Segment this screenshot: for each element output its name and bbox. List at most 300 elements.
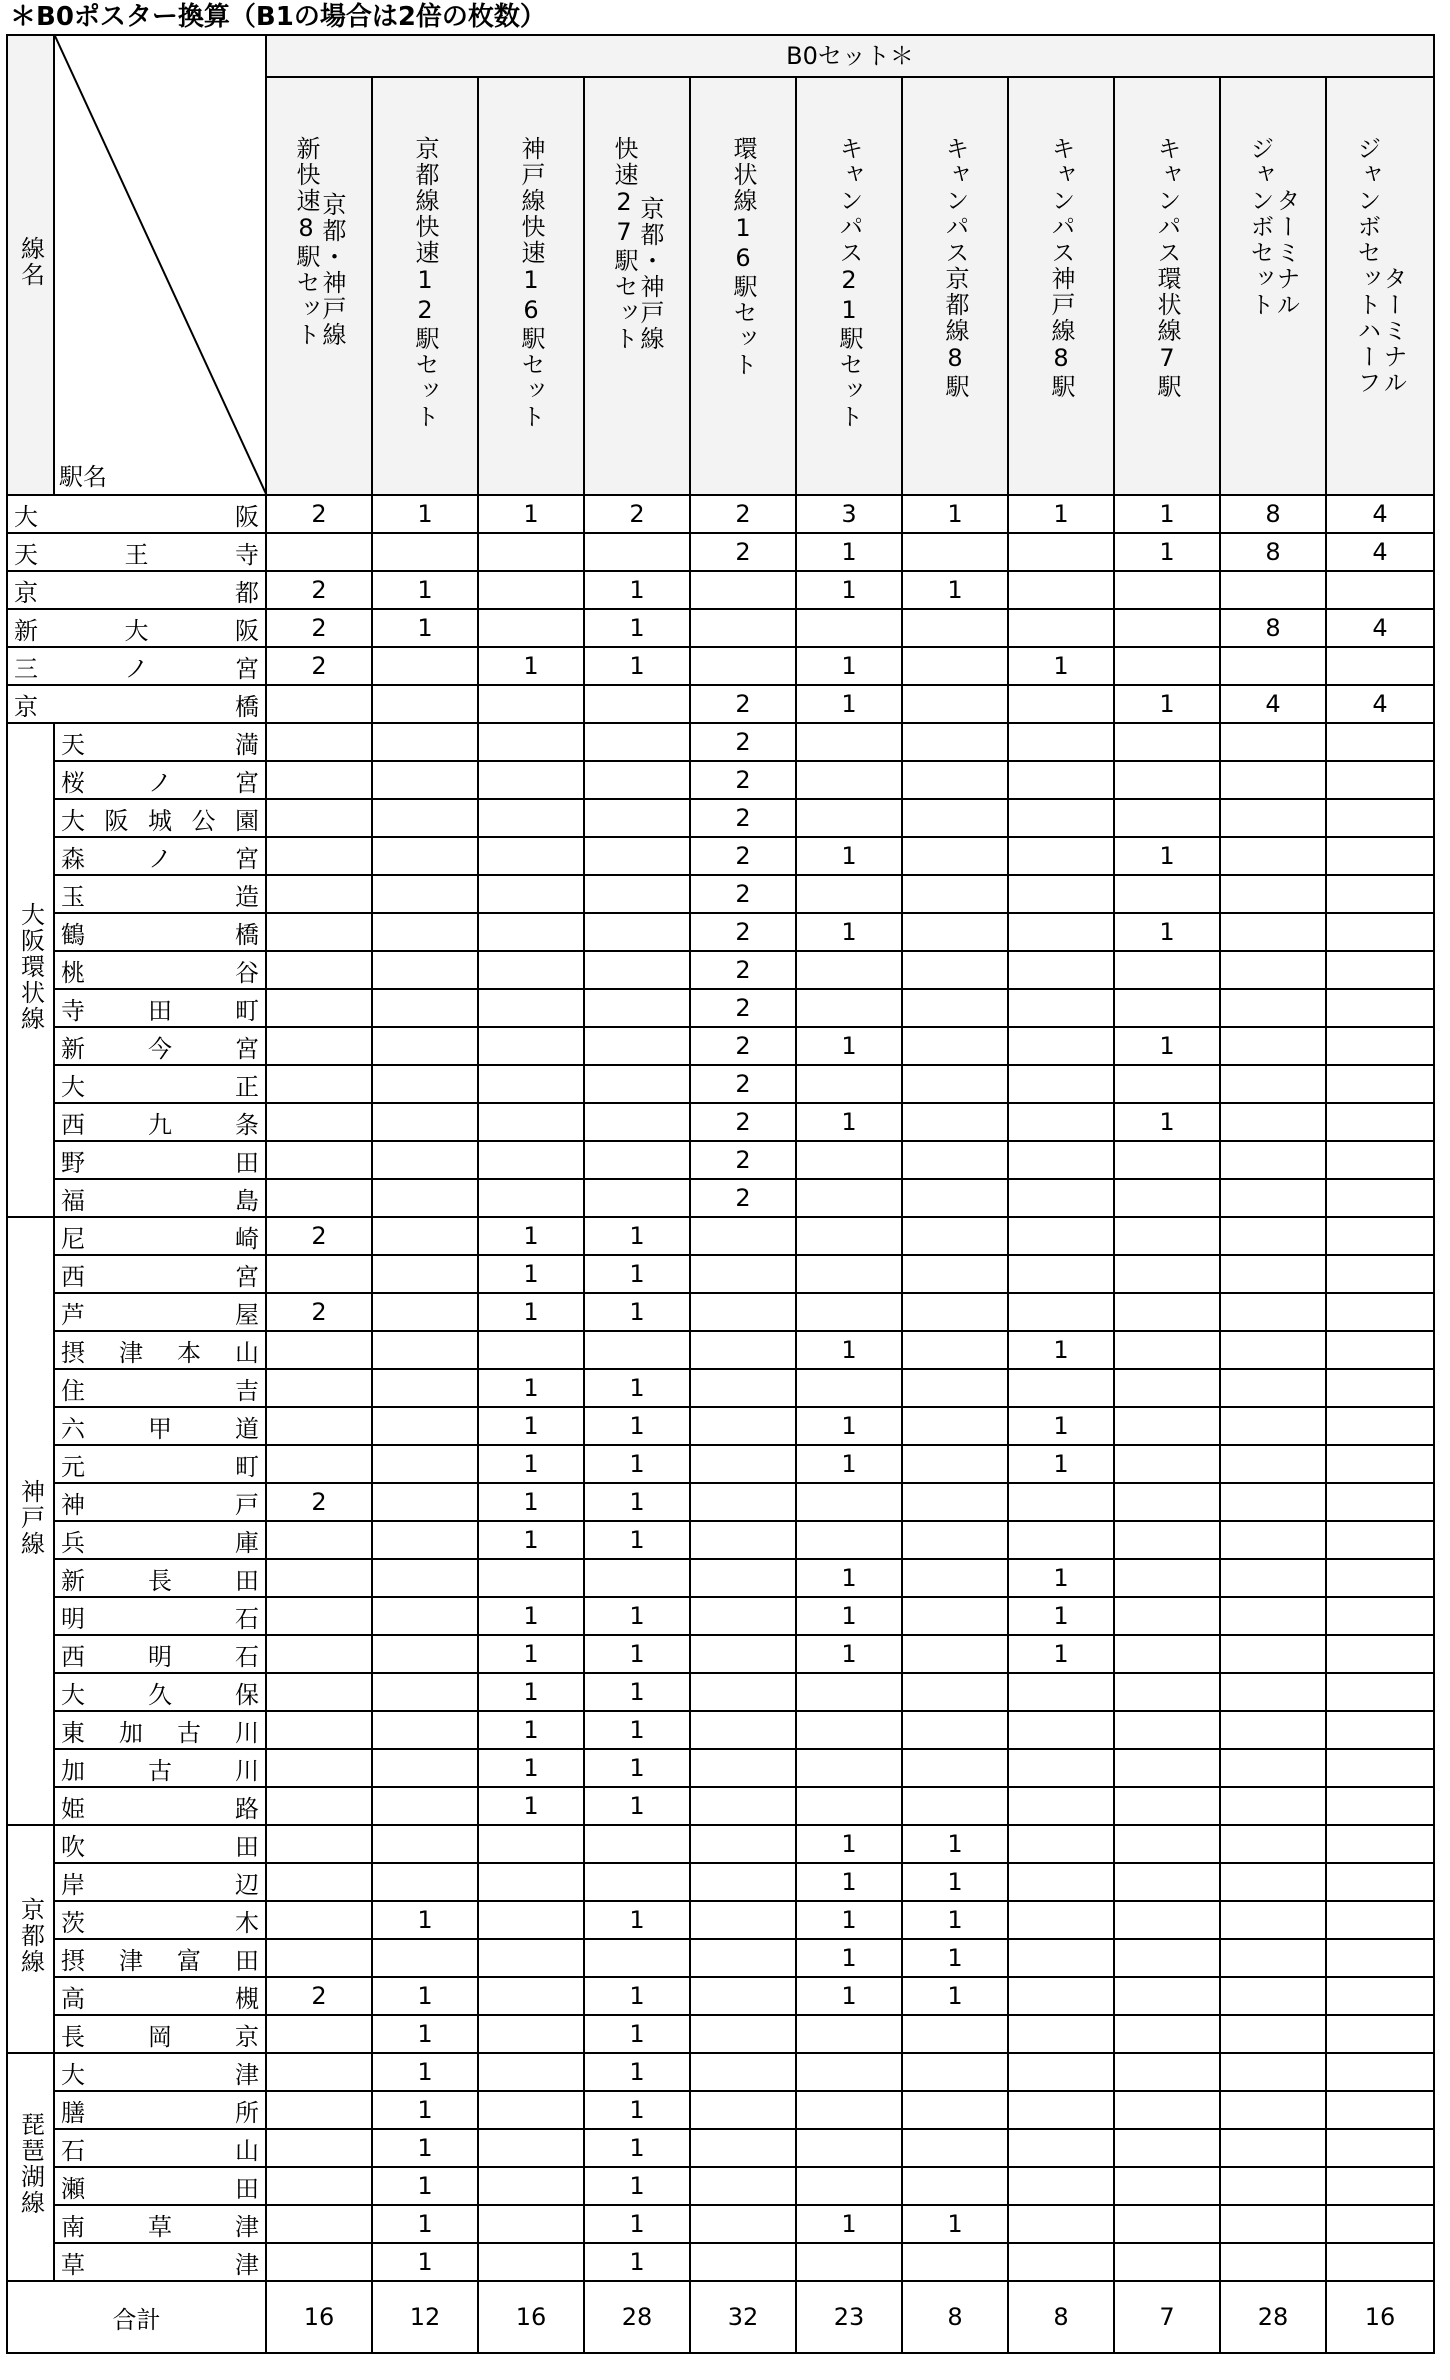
value-cell: 1 — [478, 1711, 584, 1749]
table-row — [7, 495, 1434, 533]
value-cell — [266, 1635, 372, 1673]
value-cell: 1 — [478, 1255, 584, 1293]
value-cell: 1 — [902, 1939, 1008, 1977]
value-cell: 1 — [584, 2053, 690, 2091]
table-row — [7, 1825, 1434, 1863]
value-cell: 1 — [584, 1445, 690, 1483]
value-cell — [690, 571, 796, 609]
value-cell: 2 — [266, 1977, 372, 2015]
column-header-label: 京都・神戸線 — [636, 196, 664, 352]
value-cell — [902, 837, 1008, 875]
value-cell — [902, 1673, 1008, 1711]
value-cell — [1326, 799, 1434, 837]
value-cell: 1 — [796, 1103, 902, 1141]
value-cell: 1 — [1114, 685, 1220, 723]
value-cell — [902, 1597, 1008, 1635]
value-cell — [372, 1787, 478, 1825]
station-name: 神 戸 — [54, 1483, 266, 1521]
value-cell: 2 — [690, 685, 796, 723]
table-row — [7, 761, 1434, 799]
value-cell: 1 — [584, 1255, 690, 1293]
value-cell — [690, 2091, 796, 2129]
value-cell — [1008, 1901, 1114, 1939]
value-cell: 1 — [796, 1977, 902, 2015]
value-cell — [796, 609, 902, 647]
value-cell — [796, 1293, 902, 1331]
value-cell — [1326, 571, 1434, 609]
value-cell — [902, 1407, 1008, 1445]
station-name: 桜 ノ 宮 — [54, 761, 266, 799]
value-cell — [1326, 1369, 1434, 1407]
value-cell — [478, 2015, 584, 2053]
value-cell — [1326, 761, 1434, 799]
value-cell: 1 — [478, 1597, 584, 1635]
value-cell: 1 — [1008, 1559, 1114, 1597]
value-cell — [902, 1635, 1008, 1673]
value-cell — [372, 1749, 478, 1787]
value-cell — [1326, 1027, 1434, 1065]
value-cell: 1 — [584, 1597, 690, 1635]
value-cell — [902, 1027, 1008, 1065]
value-cell — [478, 2129, 584, 2167]
value-cell — [1326, 1065, 1434, 1103]
value-cell — [902, 761, 1008, 799]
station-name: 野 田 — [54, 1141, 266, 1179]
value-cell: 4 — [1326, 685, 1434, 723]
value-cell — [266, 2167, 372, 2205]
value-cell: 2 — [690, 913, 796, 951]
value-cell — [1008, 837, 1114, 875]
value-cell — [796, 799, 902, 837]
value-cell: 2 — [690, 761, 796, 799]
value-cell: 1 — [372, 571, 478, 609]
value-cell — [796, 2243, 902, 2281]
value-cell: 1 — [902, 2205, 1008, 2243]
table-row — [7, 1597, 1434, 1635]
station-name: 天 満 — [54, 723, 266, 761]
station-name: 新 今 宮 — [54, 1027, 266, 1065]
table-row — [7, 1179, 1434, 1217]
total-label: 合計 — [7, 2281, 266, 2353]
column-header-10 — [1220, 77, 1326, 495]
value-cell: 2 — [690, 989, 796, 1027]
value-cell: 1 — [584, 1749, 690, 1787]
value-cell — [478, 1179, 584, 1217]
table-row — [7, 1939, 1434, 1977]
value-cell — [690, 2129, 796, 2167]
value-cell — [1008, 1863, 1114, 1901]
value-cell — [1114, 1977, 1220, 2015]
total-cell: 12 — [372, 2281, 478, 2353]
value-cell: 1 — [372, 495, 478, 533]
value-cell — [1008, 1521, 1114, 1559]
value-cell: 1 — [1008, 1445, 1114, 1483]
value-cell: 1 — [372, 2015, 478, 2053]
value-cell — [1326, 1635, 1434, 1673]
value-cell — [690, 2053, 796, 2091]
value-cell — [690, 1483, 796, 1521]
line-header — [7, 35, 54, 495]
value-cell — [1008, 799, 1114, 837]
value-cell — [1220, 1217, 1326, 1255]
value-cell — [266, 1521, 372, 1559]
value-cell — [372, 1559, 478, 1597]
value-cell: 1 — [796, 1635, 902, 1673]
value-cell — [690, 2167, 796, 2205]
table-row — [7, 1103, 1434, 1141]
value-cell — [1220, 2015, 1326, 2053]
station-name: 大 阪 城 公 園 — [54, 799, 266, 837]
value-cell — [266, 2205, 372, 2243]
value-cell — [1220, 1483, 1326, 1521]
value-cell: 1 — [796, 571, 902, 609]
station-name: 姫 路 — [54, 1787, 266, 1825]
value-cell — [372, 1217, 478, 1255]
value-cell — [902, 609, 1008, 647]
value-cell — [902, 1103, 1008, 1141]
table-row — [7, 1217, 1434, 1255]
value-cell: 1 — [478, 1217, 584, 1255]
table-row — [7, 989, 1434, 1027]
station-name: 京 橋 — [7, 685, 266, 723]
value-cell: 1 — [584, 1711, 690, 1749]
value-cell — [690, 1445, 796, 1483]
line-name — [7, 1217, 54, 1825]
table-row — [7, 609, 1434, 647]
column-header-label: 京都・神戸線 — [318, 192, 346, 348]
value-cell: 1 — [1008, 1635, 1114, 1673]
value-cell: 1 — [1114, 495, 1220, 533]
table-row — [7, 2167, 1434, 2205]
value-cell — [690, 1521, 796, 1559]
value-cell: 1 — [584, 1521, 690, 1559]
value-cell — [372, 1369, 478, 1407]
station-name: 寺 田 町 — [54, 989, 266, 1027]
value-cell: 2 — [690, 837, 796, 875]
value-cell — [1114, 1407, 1220, 1445]
station-name: 西 明 石 — [54, 1635, 266, 1673]
value-cell — [266, 799, 372, 837]
value-cell — [902, 799, 1008, 837]
value-cell — [266, 1863, 372, 1901]
value-cell — [266, 951, 372, 989]
total-row — [7, 2281, 1434, 2353]
value-cell — [902, 647, 1008, 685]
value-cell — [266, 913, 372, 951]
total-cell: 23 — [796, 2281, 902, 2353]
station-name: 元 町 — [54, 1445, 266, 1483]
value-cell — [690, 1787, 796, 1825]
table-row — [7, 1407, 1434, 1445]
total-cell: 8 — [1008, 2281, 1114, 2353]
station-name: 六 甲 道 — [54, 1407, 266, 1445]
value-cell — [902, 1141, 1008, 1179]
table-row — [7, 1255, 1434, 1293]
column-header-label: キャンパス21駅セット — [835, 136, 863, 430]
value-cell — [1220, 1065, 1326, 1103]
value-cell — [902, 1065, 1008, 1103]
value-cell — [1114, 1521, 1220, 1559]
value-cell — [796, 1787, 902, 1825]
value-cell — [902, 913, 1008, 951]
value-cell — [690, 1749, 796, 1787]
line-name-label: 京都線 — [16, 1897, 45, 1975]
value-cell — [478, 1863, 584, 1901]
value-cell — [372, 951, 478, 989]
value-cell — [1008, 1255, 1114, 1293]
value-cell — [1220, 2129, 1326, 2167]
value-cell — [1008, 1825, 1114, 1863]
value-cell: 1 — [1008, 1597, 1114, 1635]
value-cell — [796, 875, 902, 913]
diagonal-line — [55, 36, 266, 495]
value-cell — [1114, 723, 1220, 761]
value-cell — [372, 799, 478, 837]
value-cell: 2 — [266, 571, 372, 609]
table-row — [7, 571, 1434, 609]
value-cell — [1008, 1293, 1114, 1331]
value-cell — [1008, 875, 1114, 913]
value-cell: 1 — [584, 2167, 690, 2205]
value-cell — [1326, 951, 1434, 989]
value-cell — [1220, 989, 1326, 1027]
station-name: 摂 津 富 田 — [54, 1939, 266, 1977]
value-cell — [796, 1179, 902, 1217]
value-cell: 1 — [796, 1597, 902, 1635]
table-row — [7, 647, 1434, 685]
value-cell — [1220, 1369, 1326, 1407]
value-cell — [372, 989, 478, 1027]
value-cell — [1114, 1293, 1220, 1331]
station-name: 長 岡 京 — [54, 2015, 266, 2053]
value-cell — [796, 1711, 902, 1749]
value-cell — [1114, 1939, 1220, 1977]
table-row — [7, 913, 1434, 951]
value-cell — [1114, 1331, 1220, 1369]
value-cell: 1 — [796, 1559, 902, 1597]
value-cell — [1008, 1103, 1114, 1141]
value-cell — [902, 1559, 1008, 1597]
value-cell: 1 — [584, 647, 690, 685]
station-name: 玉 造 — [54, 875, 266, 913]
value-cell — [796, 1483, 902, 1521]
value-cell — [266, 1825, 372, 1863]
value-cell — [1220, 1255, 1326, 1293]
value-cell — [1008, 2205, 1114, 2243]
station-name: 岸 辺 — [54, 1863, 266, 1901]
value-cell: 1 — [1114, 533, 1220, 571]
value-cell: 2 — [690, 1141, 796, 1179]
station-name: 芦 屋 — [54, 1293, 266, 1331]
total-cell: 16 — [1326, 2281, 1434, 2353]
value-cell — [1326, 1483, 1434, 1521]
column-header-3 — [478, 77, 584, 495]
station-name: 兵 庫 — [54, 1521, 266, 1559]
value-cell — [584, 1179, 690, 1217]
value-cell: 2 — [584, 495, 690, 533]
value-cell — [796, 1141, 902, 1179]
value-cell — [1114, 2129, 1220, 2167]
value-cell — [266, 1445, 372, 1483]
value-cell — [584, 875, 690, 913]
value-cell — [372, 1255, 478, 1293]
value-cell: 1 — [478, 647, 584, 685]
value-cell — [1114, 1179, 1220, 1217]
value-cell — [478, 989, 584, 1027]
value-cell — [1220, 1673, 1326, 1711]
value-cell — [1114, 1901, 1220, 1939]
value-cell: 1 — [796, 837, 902, 875]
value-cell: 1 — [478, 1445, 584, 1483]
value-cell — [1008, 723, 1114, 761]
value-cell: 2 — [690, 1179, 796, 1217]
value-cell — [690, 1939, 796, 1977]
value-cell — [1326, 2015, 1434, 2053]
value-cell — [1326, 875, 1434, 913]
value-cell — [478, 2091, 584, 2129]
value-cell — [796, 2167, 902, 2205]
value-cell — [266, 875, 372, 913]
table-row — [7, 1027, 1434, 1065]
value-cell — [266, 1597, 372, 1635]
value-cell — [1008, 1787, 1114, 1825]
value-cell — [266, 2053, 372, 2091]
header-row — [7, 35, 1434, 77]
value-cell — [902, 1787, 1008, 1825]
value-cell — [1326, 1597, 1434, 1635]
value-cell — [372, 1103, 478, 1141]
value-cell: 1 — [902, 1977, 1008, 2015]
value-cell — [902, 1217, 1008, 1255]
value-cell — [1220, 1027, 1326, 1065]
value-cell — [902, 2015, 1008, 2053]
station-name: 福 島 — [54, 1179, 266, 1217]
value-cell: 1 — [796, 1331, 902, 1369]
value-cell — [584, 1825, 690, 1863]
value-cell — [1220, 2167, 1326, 2205]
value-cell: 1 — [478, 1635, 584, 1673]
value-cell — [1326, 723, 1434, 761]
value-cell — [1114, 1787, 1220, 1825]
value-cell: 1 — [796, 1939, 902, 1977]
value-cell — [478, 1939, 584, 1977]
value-cell: 4 — [1220, 685, 1326, 723]
station-name: 天 王 寺 — [7, 533, 266, 571]
value-cell — [266, 1749, 372, 1787]
value-cell: 1 — [584, 1217, 690, 1255]
value-cell — [1326, 1217, 1434, 1255]
value-cell: 1 — [796, 2205, 902, 2243]
station-name: 南 草 津 — [54, 2205, 266, 2243]
value-cell — [584, 913, 690, 951]
value-cell — [478, 1027, 584, 1065]
value-cell — [1220, 1521, 1326, 1559]
column-header-label: 新快速8駅セット — [292, 136, 320, 348]
value-cell — [1114, 1255, 1220, 1293]
value-cell — [478, 2053, 584, 2091]
value-cell — [1008, 2053, 1114, 2091]
value-cell — [1008, 571, 1114, 609]
value-cell — [1008, 609, 1114, 647]
value-cell — [902, 1521, 1008, 1559]
station-name: 高 槻 — [54, 1977, 266, 2015]
value-cell: 1 — [1114, 1103, 1220, 1141]
table-row — [7, 951, 1434, 989]
page-title: ＊B0ポスター換算（B1の場合は2倍の枚数） — [10, 2, 546, 32]
value-cell — [372, 1597, 478, 1635]
value-cell: 2 — [690, 875, 796, 913]
value-cell — [266, 1369, 372, 1407]
table-row — [7, 1141, 1434, 1179]
value-cell — [690, 1217, 796, 1255]
value-cell — [266, 1787, 372, 1825]
value-cell: 2 — [690, 1027, 796, 1065]
value-cell — [902, 1483, 1008, 1521]
value-cell: 2 — [266, 1217, 372, 1255]
table-row — [7, 1977, 1434, 2015]
total-cell: 32 — [690, 2281, 796, 2353]
value-cell — [690, 1407, 796, 1445]
station-name: 加 古 川 — [54, 1749, 266, 1787]
value-cell — [1008, 1027, 1114, 1065]
column-header-label: ジャンボセットハーフ — [1353, 136, 1381, 396]
value-cell — [1220, 1711, 1326, 1749]
line-name — [7, 723, 54, 1217]
value-cell: 2 — [690, 1065, 796, 1103]
value-cell — [266, 1901, 372, 1939]
value-cell — [266, 723, 372, 761]
value-cell — [902, 951, 1008, 989]
total-cell: 16 — [266, 2281, 372, 2353]
value-cell — [1220, 1407, 1326, 1445]
value-cell — [478, 533, 584, 571]
station-name: 吹 田 — [54, 1825, 266, 1863]
value-cell: 1 — [902, 495, 1008, 533]
value-cell: 1 — [478, 1673, 584, 1711]
value-cell — [1220, 837, 1326, 875]
value-cell: 1 — [902, 1901, 1008, 1939]
value-cell — [1114, 1445, 1220, 1483]
value-cell — [1326, 1179, 1434, 1217]
value-cell — [372, 723, 478, 761]
value-cell — [584, 1559, 690, 1597]
value-cell — [1220, 2205, 1326, 2243]
value-cell — [902, 1445, 1008, 1483]
value-cell: 1 — [584, 1635, 690, 1673]
value-cell — [266, 1179, 372, 1217]
value-cell: 1 — [796, 1901, 902, 1939]
value-cell: 1 — [584, 2243, 690, 2281]
value-cell — [1008, 1939, 1114, 1977]
value-cell — [1326, 2243, 1434, 2281]
value-cell: 1 — [584, 571, 690, 609]
value-cell — [1326, 837, 1434, 875]
value-cell — [266, 1331, 372, 1369]
value-cell — [372, 1673, 478, 1711]
value-cell — [266, 761, 372, 799]
value-cell — [372, 1293, 478, 1331]
value-cell — [1220, 1825, 1326, 1863]
value-cell: 1 — [584, 1407, 690, 1445]
column-header-label: 環状線16駅セット — [729, 136, 757, 378]
table-row — [7, 1673, 1434, 1711]
value-cell — [1114, 799, 1220, 837]
value-cell: 1 — [796, 1863, 902, 1901]
value-cell — [1326, 1863, 1434, 1901]
value-cell — [796, 1369, 902, 1407]
value-cell — [1220, 2091, 1326, 2129]
value-cell — [266, 685, 372, 723]
